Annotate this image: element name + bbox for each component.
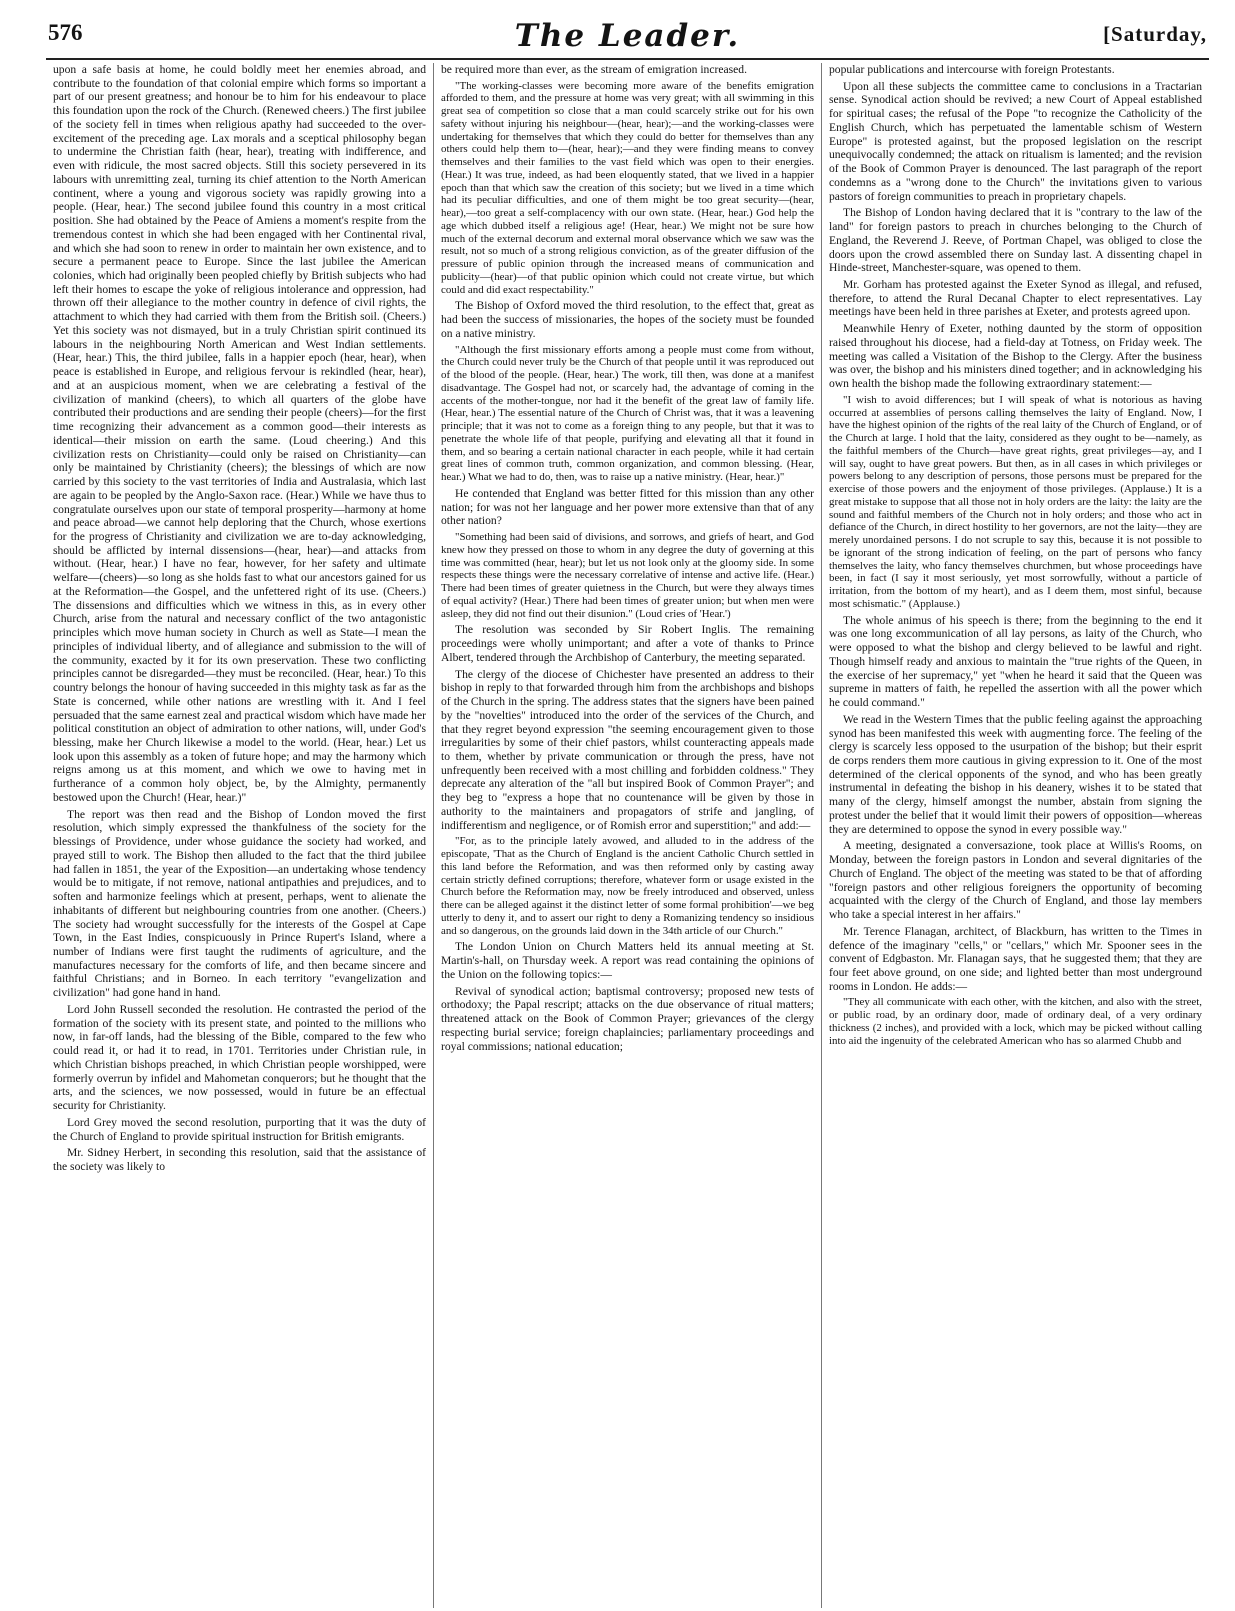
paragraph: popular publications and intercourse with foreign Protestants. <box>829 63 1115 76</box>
paragraph: be required more than ever, as the stream of emigration increased. <box>441 63 747 76</box>
paragraph: A meeting, designated a conversazione, took place at Willis's Rooms, on Monday, between the foreign pastors in London and several dignitaries of the Church of England. The object of the meeting was stated to be that of affording "foreign pastors and other religious foreigners the opportunity of becoming acquainted with the clergy of the Church of England, and those lay members who take a special interest in her affairs." <box>829 839 1202 922</box>
paragraph: The Bishop of Oxford moved the third resolution, to the effect that, great as had been the success of missionaries, the hopes of the society must be founded on a native ministry. <box>441 299 814 340</box>
quoted-paragraph: "I wish to avoid differences; but I will speak of what is notorious as having occurred at assemblies of persons calling themselves the laity of England. Now, I have the highest opinion of the rights of the real laity of the Church of England, or of the Church at large. I hold that the laity, considered as they ought to be—namely, as the faithful members of the Church—have great rights, great privileges—ay, and I will say, ought to have great powers. But then, as in all cases in which privileges or powers belong to any description of persons, those persons must be prepared for the exercise of those powers and the enjoyment of those privileges. (Applause.) It is a great mistake to suppose that all those not in holy orders are the laity: the laity are the sound and faithful members of the Church not in holy orders; and those who act in defiance of the Church, in direct hostility to her governors, are not the laity—they are merely unordained persons. I do not scruple to say this, because it is not possible to be ignorant of the strong indication of feeling, on the part of persons who fancy themselves the laity, who fancy themselves churchmen, but whose proceedings have been, in fact (I say it most seriously, yet most sorrowfully, without a particle of irritation, from the bottom of my heart), and as I deem them, most sinful, because most schismatic." (Applause.) <box>829 393 1202 610</box>
page-number: 576 <box>48 20 83 45</box>
paragraph: He contended that England was better fitted for this mission than any other nation; for was not her language and her power more extensive than that of any other nation? <box>441 486 814 528</box>
article-columns <box>46 63 1209 1608</box>
paragraph: Lord John Russell seconded the resolution. He contrasted the period of the formation of the society with its present state, and pointed to the millions who now, in far-off lands, had the blessing of the Bible, compared to the few who could read it, or had it to read, in 1701. Territories under Christian rule, in which Christian bishops preached, in which Christian people worshipped, were formerly overrun by infidel and Mahometan conquerors; but he thought that the arts, and the sciences, we now possessed, would in future be an effectual security for Christianity. <box>53 1002 426 1113</box>
paragraph: The whole animus of his speech is there; from the beginning to the end it was one long excommunication of all lay persons, as laity of the Church, who were opposed to what the bishop and clergy believed to be lawful and right. Though himself ready and anxious to maintain the "true rights of the Queen, in the exercise of her supremacy," yet "when he heard it said that the Queen was supreme in matters of faith, he repelled the assertion with all the power which he could command." <box>829 613 1202 710</box>
header-rule <box>46 58 1209 60</box>
paragraph: Mr. Terence Flanagan, architect, of Blackburn, has written to the Times in defence of the imaginary "cells," or "cellars," which Mr. Spooner sees in the convent of Edgbaston. Mr. Flanagan says, that he suggested them; that they are four feet above ground, on one side; and lighted better than most underground rooms in London. He adds:— <box>829 924 1202 993</box>
paper-title: The Leader. <box>514 18 741 54</box>
paragraph: Mr. Gorham has protested against the Exeter Synod as illegal, and refused, therefore, to attend the Rural Decanal Chapter to elect representatives. Lay meetings have been held in three parishes at Exeter, and protests agreed upon. <box>829 278 1202 319</box>
paragraph: We read in the Western Times that the public feeling against the approaching synod has been manifested this week with augmenting force. The feeling of the clergy is scarcely less opposed to the usurpation of the bishop; but their esprit de corps renders them more cautious in giving expression to it. One of the most determined of the clerical opponents of the synod, and who has been greatly instrumental in defeating the bishop in his deanery, wishes it to be stated that many of the clergy, himself amongst the number, abstain from signing the protest under the belief that it would limit their powers of opposition—whereas they are determined to oppose the synod in every possible way." <box>829 712 1202 836</box>
paragraph: Lord Grey moved the second resolution, purporting that it was the duty of the Church of England to provide spiritual instruction for British emigrants. <box>53 1115 426 1143</box>
paragraph: Meanwhile Henry of Exeter, nothing daunted by the storm of opposition raised throughout his diocese, had a field-day at Totness, on Friday week. The meeting was called a Visitation of the Bishop to the Clergy. After the business was over, the bishop and his ministers dined together; and in acknowledging his own health the bishop made the following extraordinary statement:— <box>829 322 1202 391</box>
masthead <box>46 18 1209 58</box>
paragraph: The resolution was seconded by Sir Robert Inglis. The remaining proceedings were wholly unimportant; and after a vote of thanks to Prince Albert, tendered through the Archbishop of Canterbury, the meeting separated. <box>441 623 814 664</box>
issue-day: [Saturday, <box>1103 22 1207 46</box>
paragraph: Upon all these subjects the committee came to conclusions in a Tractarian sense. Synodical action should be revived; a new Court of Appeal established for spiritual cases; the refusal of the Pope "to recognize the Catholicity of the English Church, which has perpetuated the lamentable schism of Western Europe" is protested against, but the proposed legislation on the rescript unequivocally condemned; the attack on ritualism is lamented; and the revision of the Book of Common Prayer is denounced. The last paragraph of the report condemns as a "wrong done to the Church" the invitations given to various pastors of foreign communities to preach in proprietary chapels. <box>829 79 1202 203</box>
column-3 <box>821 63 1209 1608</box>
quoted-paragraph: "The working-classes were becoming more aware of the benefits emigration afforded to them, and the pressure at home was very great; with all swimming in this great sea of competition so close that a man could scarcely strike out for his own safety without injuring his neighbour—(hear, hear);—and the working-classes were undertaking for themselves that which they could do better for themselves than any others could help them to—(hear, hear);—and they were finding means to convey themselves and their families to the vast field which was open to their energies. (Hear.) It was true, indeed, as had been eloquently stated, that we lived in a happier epoch than that which saw the creation of this society; but we lived in a time which had its peculiar difficulties, and one of them might be too great security—(hear, hear),—too great a self-complacency with our own state. (Hear, hear.) God help the age which dubbed itself a religious age! (Hear, hear.) We might not be sure how much of the external decorum and external moral observance which we saw was the result, not so much of a strong religious conviction, as of the greater diffusion of the pressure of public opinion through the increased means of communication and publicity—(hear)—of that public opinion which could not create virtue, but which could and did exact respectability." <box>441 79 814 296</box>
quoted-paragraph: "Something had been said of divisions, and sorrows, and griefs of heart, and God knew how they pressed on those to whom in any degree the duty of governing at this time was committed (hear, hear); but let us not look only at the gloomy side. In some respects these things were the necessary correlative of intense and active life. (Hear.) There had been times of greater quietness in the Church, but were they always times of equal activity? (Hear.) There had been times of greater union; but when men were asleep, they did not find out their disunion." (Loud cries of 'Hear.') <box>441 531 814 620</box>
paragraph: The clergy of the diocese of Chichester have presented an address to their bishop in reply to that forwarded through him from the archbishops and bishops of the Church in the spring. The address states that the signers have been pained by the "novelties" introduced into the order of the services of the Church, and that they regret beyond expression "the seeming encouragement given to those irregularities by some of their chief pastors, whilst counteracting appeals made to them, whether by private communication or through the press, have not unfrequently been received with a most chilling and forbidden coldness." They deprecate any alteration of the "all but inspired Book of Common Prayer"; and they beg to "express a hope that no countenance will be given by those in authority to the maintainers and propagators of strife and jangling, of indifferentism and negligence, or of Romish error and superstition;" and add:— <box>441 667 814 832</box>
paragraph: Mr. Sidney Herbert, in seconding this resolution, said that the assistance of the society was likely to <box>53 1146 426 1174</box>
quoted-paragraph: "For, as to the principle lately avowed, and alluded to in the address of the episcopate, 'That as the Church of England is the ancient Catholic Church settled in this land before the Reformation, and was then reformed only by casting away certain strictly defined corruptions; therefore, whatever form or usage existed in the Church before the Reformation may, now be freely introduced and observed, unless there can be alleged against it the distinct letter of some formal prohibition'—we beg utterly to deny it, and to assert our right to deny a Romanizing tendency so insidious and so dangerous, on the grounds laid down in the 34th article of our Church." <box>441 835 814 937</box>
paragraph: upon a safe basis at home, he could boldly meet her enemies abroad, and contribute to the foundation of that colonial empire which forms so important a part of our present greatness; and honour be to him for his endeavour to place this foundation upon the rock of the Church. (Renewed cheers.) The first jubilee of the society fell in times when religious apathy had succeeded to the over-excitement of the preceding age. Lax morals and a sceptical philosophy began to undermine the Christian faith (hear, hear), treating with indifference, and even with ridicule, the most sacred objects. Still this society persevered in its labours with unremitting zeal, turning its chief attention to the North American continent, where a young and vigorous society was rapidly growing into a people. (Hear, hear.) The second jubilee found this country in a most critical position. She had obtained by the Peace of Amiens a moment's respite from the tremendous contest in which she had been engaged with her Continental rival, and which she had soon to renew in order to maintain her own existence, and to secure a permanent peace to Europe. Since the last jubilee the American colonies, which had originally been peopled chiefly by British subjects who had left their homes to escape the yoke of religious intolerance and oppression, had thrown off their allegiance to the mother country in defence of civil rights, the attachment to which they had carried with them from the British soil. (Cheers.) Yet this society was not dismayed, but in a truly Christian spirit continued its labours in the neighbouring North American and West Indian settlements. (Hear, hear.) This, the third jubilee, falls in a happier epoch (hear, hear), when peace is established in Europe, and religious fervour is rekindled (hear, hear), and at an auspicious moment, when we are celebrating a festival of the civilization of mankind (cheers), to which all quarters of the globe have contributed their productions and are sending their people (cheers)—for the first time recognizing their advancement as a common good—their interests as identical—their mission on earth the same. (Loud cheering.) And this civilization rests on Christianity—could only be raised on Christianity—can only be maintained by Christianity (cheers); the blessings of which are now carried by this society to the vast territories of India and Australasia, which last are again to be peopled by the Anglo-Saxon race. (Hear.) While we have thus to congratulate ourselves upon our state of temporal prosperity—harmony at home and peace abroad—we cannot help deploring that the Church, whose exertions for the progress of Christianity and civilization we are to-day acknowledging, should be afflicted by internal dissensions—(hear, hear)—and attacks from without. (Hear, hear.) I have no fear, however, for her safety and ultimate welfare—(cheers)—so long as she holds fast to what our ancestors gained for us at the Reformation—the Gospel, and the unfettered right of its use. (Cheers.) The dissensions and difficulties which we witness in this, as in every other Church, arise from the natural and necessary conflict of the two antagonistic principles which move human society in Church as well as State—I mean the principles of individual liberty, and of allegiance and submission to the will of the community, exacted by it for its own preservation. These two conflicting principles cannot be disregarded—they must be reconciled. (Hear, hear.) To this country belongs the honour of having succeeded in this mighty task as far as the State is concerned, while other nations are wrestling with it. And I feel persuaded that the same earnest zeal and practical wisdom which have made her political constitution an object of admiration to other nations, will, under God's blessing, make her Church likewise a model to the world. (Hear, hear.) Let us look upon this assembly as a token of future hope; and may the harmony which reigns among us at this moment, and which we owe to having met in furtherance of a common holy object, be, by the Almighty, permanently bestowed upon the Church! (Hear, hear.)" <box>53 63 426 804</box>
paragraph: The report was then read and the Bishop of London moved the first resolution, which simply expressed the thankfulness of the society for the blessings of Providence, under whose guidance the society had worked, and prayed still to work. The Bishop then alluded to the fact that the third jubilee had fallen in 1851, the year of the Exposition—an undertaking whose tendency would be to mitigate, if not remove, national antipathies and prejudices, and to soften and harmonize feelings which at present, perhaps, went to alienate the inhabitants of different but neighbouring countries from one another. (Cheers.) The society had wrought successfully for the interests of the Gospel at Cape Town, in the East Indies, conspicuously in Prince Rupert's Island, where a number of Indians were first taught the rudiments of agriculture, and the manufactures necessary for the comforts of life, and then became sincere and faithful Christians; and in Borneo. In each territory "evangelization and civilization" had gone hand in hand. <box>53 807 426 1000</box>
quoted-paragraph: "They all communicate with each other, with the kitchen, and also with the street, or public road, by an ordinary door, made of ordinary deal, of a very ordinary thickness (2 inches), and provided with a lock, which may be picked without calling into aid the ingenuity of the celebrated American who has so alarmed Chubb and <box>829 996 1202 1047</box>
paragraph: The Bishop of London having declared that it is "contrary to the law of the land" for foreign pastors to preach in churches belonging to the Church of England, the Reverend J. Reeve, of Portman Chapel, was obliged to close the doors upon the crowd assembled there on Sunday last. A dissenting chapel in Hinde-street, Manchester-square, was opened to them. <box>829 206 1202 275</box>
paragraph: Revival of synodical action; baptismal controversy; proposed new tests of orthodoxy; the Papal rescript; attacks on the due observance of ritual matters; threatened attack on the Book of Common Prayer; grievances of the clergy respecting burial service; foreign chaplaincies; parliamentary proceedings and royal commissions; national education; <box>441 984 814 1053</box>
paragraph: The London Union on Church Matters held its annual meeting at St. Martin's-hall, on Thursday week. A report was read containing the opinions of the Union on the following topics:— <box>441 940 814 981</box>
column-1 <box>46 63 433 1608</box>
column-2 <box>433 63 821 1608</box>
quoted-paragraph: "Although the first missionary efforts among a people must come from without, the Church could never truly be the Church of that people until it was reproduced out of the blood of the people. (Hear, hear.) The work, till then, was done at a manifest disadvantage. The Gospel had not, or scarcely had, the advantage of coming in the accents of the mother-tongue, nor had it the benefit of the great law of family life. (Hear, hear.) The essential nature of the Church of Christ was, that it was a leavening principle; that it was not to come as a foreign thing to any people, but that it was to penetrate the whole life of that people, purifying and elevating all that it found in them, and so bearing a certain national character in each people, while it had certain great lines of common truth, common organization, and common blessing. (Hear, hear.) What we had to do, then, was to raise up a native ministry. (Hear, hear.)" <box>441 343 814 484</box>
